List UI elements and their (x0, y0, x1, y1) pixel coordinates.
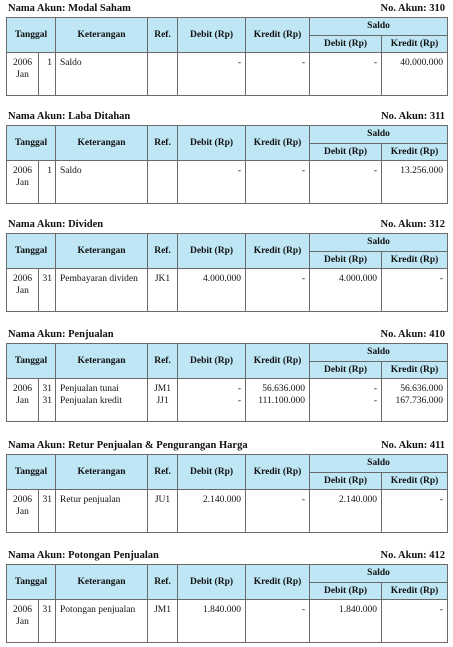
col-header-debit: Debit (Rp) (178, 234, 246, 269)
date-year: 2006 (13, 274, 32, 284)
ledger-table (6, 454, 448, 533)
col-header-ref: Ref. (148, 234, 178, 269)
debit-cell (178, 53, 246, 96)
col-header-kredit: Kredit (Rp) (246, 234, 310, 269)
ref-cell (148, 53, 178, 96)
date-year: 2006 (13, 58, 32, 68)
account-name: Nama Akun: Laba Ditahan (8, 111, 131, 122)
saldo-kredit-cell (382, 490, 448, 533)
saldo-kredit-value: 40.000.000 (400, 58, 444, 68)
saldo-kredit-cell (382, 269, 448, 312)
col-header-saldo-kredit: Kredit (Rp) (382, 583, 448, 600)
date-year: 2006 (13, 384, 32, 394)
saldo-debit-value: - (373, 58, 378, 68)
col-header-kredit: Kredit (Rp) (246, 455, 310, 490)
col-header-ref: Ref. (148, 126, 178, 161)
description-cell (56, 600, 148, 643)
table-row (7, 53, 448, 96)
day-value: 31 (42, 384, 53, 394)
debit-value: - (237, 384, 242, 394)
saldo-debit-value: - (373, 396, 378, 406)
saldo-kredit-value: 56.636.000 (400, 384, 444, 394)
kredit-cell (246, 600, 310, 643)
day-cell (39, 490, 56, 533)
col-header-saldo-debit: Debit (Rp) (310, 36, 382, 53)
account-header (6, 550, 447, 564)
description-value: Potongan penjualan (60, 605, 136, 615)
debit-value: - (237, 166, 242, 176)
col-header-saldo-debit: Debit (Rp) (310, 583, 382, 600)
col-header-saldo: Saldo (310, 455, 448, 473)
account-number: No. Akun: 310 (380, 3, 445, 14)
ref-value: JM1 (154, 384, 171, 394)
ref-value: JM1 (154, 605, 171, 615)
description-value: Pembayaran dividen (60, 274, 138, 284)
debit-value: 2.140.000 (203, 495, 242, 505)
col-header-kredit: Kredit (Rp) (246, 126, 310, 161)
col-header-saldo-debit: Debit (Rp) (310, 252, 382, 269)
account-name: Nama Akun: Penjualan (8, 329, 114, 340)
account-ledger (6, 3, 447, 96)
col-header-ref: Ref. (148, 455, 178, 490)
saldo-kredit-cell (382, 379, 448, 422)
col-header-tanggal: Tanggal (7, 565, 56, 600)
col-header-debit: Debit (Rp) (178, 126, 246, 161)
account-header (6, 440, 447, 454)
date-cell (7, 600, 39, 643)
account-header (6, 329, 447, 343)
col-header-saldo: Saldo (310, 126, 448, 144)
col-header-kredit: Kredit (Rp) (246, 18, 310, 53)
ledger-table (6, 125, 448, 204)
account-number: No. Akun: 312 (380, 219, 445, 230)
col-header-kredit: Kredit (Rp) (246, 565, 310, 600)
saldo-debit-cell (310, 53, 382, 96)
col-header-saldo: Saldo (310, 344, 448, 362)
col-header-tanggal: Tanggal (7, 234, 56, 269)
ref-value: JU1 (154, 495, 171, 505)
day-value: 31 (42, 396, 53, 406)
date-cell (7, 161, 39, 204)
description-cell (56, 53, 148, 96)
account-ledger (6, 329, 447, 422)
kredit-value: - (301, 495, 306, 505)
description-value: Penjualan tunai (60, 384, 119, 394)
account-header (6, 111, 447, 125)
kredit-value: 56.636.000 (262, 384, 306, 394)
saldo-kredit-value: - (439, 274, 444, 284)
saldo-kredit-cell (382, 161, 448, 204)
debit-value: - (237, 396, 242, 406)
description-value: Saldo (60, 166, 82, 176)
col-header-keterangan: Keterangan (56, 455, 148, 490)
day-value: 31 (42, 274, 53, 284)
day-value: 31 (42, 605, 53, 615)
date-cell (7, 490, 39, 533)
date-cell (7, 379, 39, 422)
ledger-table (6, 564, 448, 643)
date-cell (7, 53, 39, 96)
saldo-debit-value: 2.140.000 (339, 495, 378, 505)
col-header-ref: Ref. (148, 565, 178, 600)
saldo-debit-value: 4.000.000 (339, 274, 378, 284)
date-cell (7, 269, 39, 312)
saldo-debit-cell (310, 490, 382, 533)
col-header-saldo-debit: Debit (Rp) (310, 362, 382, 379)
ledger-table (6, 17, 448, 96)
col-header-saldo-kredit: Kredit (Rp) (382, 36, 448, 53)
description-value: Retur penjualan (60, 495, 121, 505)
account-name: Nama Akun: Dividen (8, 219, 104, 230)
day-cell (39, 161, 56, 204)
col-header-saldo-kredit: Kredit (Rp) (382, 252, 448, 269)
date-year: 2006 (13, 605, 32, 615)
col-header-saldo-kredit: Kredit (Rp) (382, 473, 448, 490)
day-cell (39, 600, 56, 643)
description-value: Saldo (60, 58, 82, 68)
saldo-debit-cell (310, 269, 382, 312)
description-cell (56, 379, 148, 422)
day-value: 31 (42, 495, 53, 505)
ref-cell (148, 379, 178, 422)
ref-cell (148, 161, 178, 204)
debit-cell (178, 269, 246, 312)
col-header-kredit: Kredit (Rp) (246, 344, 310, 379)
table-row (7, 600, 448, 643)
debit-value: 4.000.000 (203, 274, 242, 284)
ref-cell (148, 490, 178, 533)
kredit-cell (246, 269, 310, 312)
col-header-keterangan: Keterangan (56, 18, 148, 53)
debit-cell (178, 600, 246, 643)
saldo-debit-cell (310, 379, 382, 422)
col-header-saldo: Saldo (310, 18, 448, 36)
account-number: No. Akun: 311 (381, 111, 445, 122)
saldo-kredit-value: 13.256.000 (400, 166, 444, 176)
table-row (7, 379, 448, 422)
debit-cell (178, 161, 246, 204)
col-header-keterangan: Keterangan (56, 565, 148, 600)
kredit-value: - (301, 166, 306, 176)
saldo-kredit-value: - (439, 495, 444, 505)
date-month: Jan (16, 617, 29, 627)
account-number: No. Akun: 412 (380, 550, 445, 561)
account-header (6, 3, 447, 17)
date-month: Jan (16, 507, 29, 517)
col-header-keterangan: Keterangan (56, 344, 148, 379)
col-header-tanggal: Tanggal (7, 455, 56, 490)
ref-value: JK1 (154, 274, 171, 284)
kredit-cell (246, 53, 310, 96)
kredit-value: - (301, 605, 306, 615)
account-ledger (6, 550, 447, 643)
table-row (7, 490, 448, 533)
saldo-kredit-value: - (439, 605, 444, 615)
saldo-kredit-value: 167.736.000 (395, 396, 444, 406)
debit-value: - (237, 58, 242, 68)
col-header-debit: Debit (Rp) (178, 455, 246, 490)
day-value: 1 (47, 166, 53, 176)
col-header-saldo-debit: Debit (Rp) (310, 144, 382, 161)
day-cell (39, 379, 56, 422)
account-name: Nama Akun: Potongan Penjualan (8, 550, 159, 561)
ref-cell (148, 600, 178, 643)
table-row (7, 269, 448, 312)
account-ledger (6, 219, 447, 312)
col-header-saldo-kredit: Kredit (Rp) (382, 144, 448, 161)
col-header-debit: Debit (Rp) (178, 344, 246, 379)
col-header-saldo: Saldo (310, 234, 448, 252)
col-header-debit: Debit (Rp) (178, 18, 246, 53)
date-year: 2006 (13, 495, 32, 505)
kredit-value: 111.100.000 (258, 396, 306, 406)
col-header-saldo-kredit: Kredit (Rp) (382, 362, 448, 379)
account-header (6, 219, 447, 233)
description-value: Penjualan kredit (60, 396, 123, 406)
saldo-debit-value: - (373, 166, 378, 176)
debit-cell (178, 490, 246, 533)
kredit-value: - (301, 274, 306, 284)
kredit-value: - (301, 58, 306, 68)
date-month: Jan (16, 286, 29, 296)
ledger-table (6, 233, 448, 312)
ledger-table (6, 343, 448, 422)
ref-cell (148, 269, 178, 312)
debit-value: 1.840.000 (203, 605, 242, 615)
kredit-cell (246, 490, 310, 533)
table-row (7, 161, 448, 204)
kredit-cell (246, 161, 310, 204)
col-header-tanggal: Tanggal (7, 344, 56, 379)
kredit-cell (246, 379, 310, 422)
ref-value: JJ1 (156, 396, 169, 406)
col-header-keterangan: Keterangan (56, 126, 148, 161)
account-ledger (6, 111, 447, 204)
col-header-ref: Ref. (148, 344, 178, 379)
account-name: Nama Akun: Retur Penjualan & Pengurangan Harga (8, 440, 248, 451)
col-header-keterangan: Keterangan (56, 234, 148, 269)
day-value: 1 (47, 58, 53, 68)
account-ledger (6, 440, 447, 533)
saldo-debit-value: - (373, 384, 378, 394)
day-cell (39, 269, 56, 312)
date-month: Jan (16, 178, 29, 188)
day-cell (39, 53, 56, 96)
description-cell (56, 490, 148, 533)
account-name: Nama Akun: Modal Saham (8, 3, 131, 14)
col-header-debit: Debit (Rp) (178, 565, 246, 600)
date-month: Jan (16, 70, 29, 80)
saldo-debit-cell (310, 161, 382, 204)
description-cell (56, 161, 148, 204)
saldo-kredit-cell (382, 53, 448, 96)
date-year: 2006 (13, 166, 32, 176)
description-cell (56, 269, 148, 312)
col-header-tanggal: Tanggal (7, 18, 56, 53)
col-header-ref: Ref. (148, 18, 178, 53)
col-header-saldo-debit: Debit (Rp) (310, 473, 382, 490)
debit-cell (178, 379, 246, 422)
saldo-debit-cell (310, 600, 382, 643)
date-month: Jan (16, 396, 29, 406)
col-header-saldo: Saldo (310, 565, 448, 583)
account-number: No. Akun: 410 (380, 329, 445, 340)
saldo-debit-value: 1.840.000 (339, 605, 378, 615)
account-number: No. Akun: 411 (381, 440, 445, 451)
saldo-kredit-cell (382, 600, 448, 643)
col-header-tanggal: Tanggal (7, 126, 56, 161)
